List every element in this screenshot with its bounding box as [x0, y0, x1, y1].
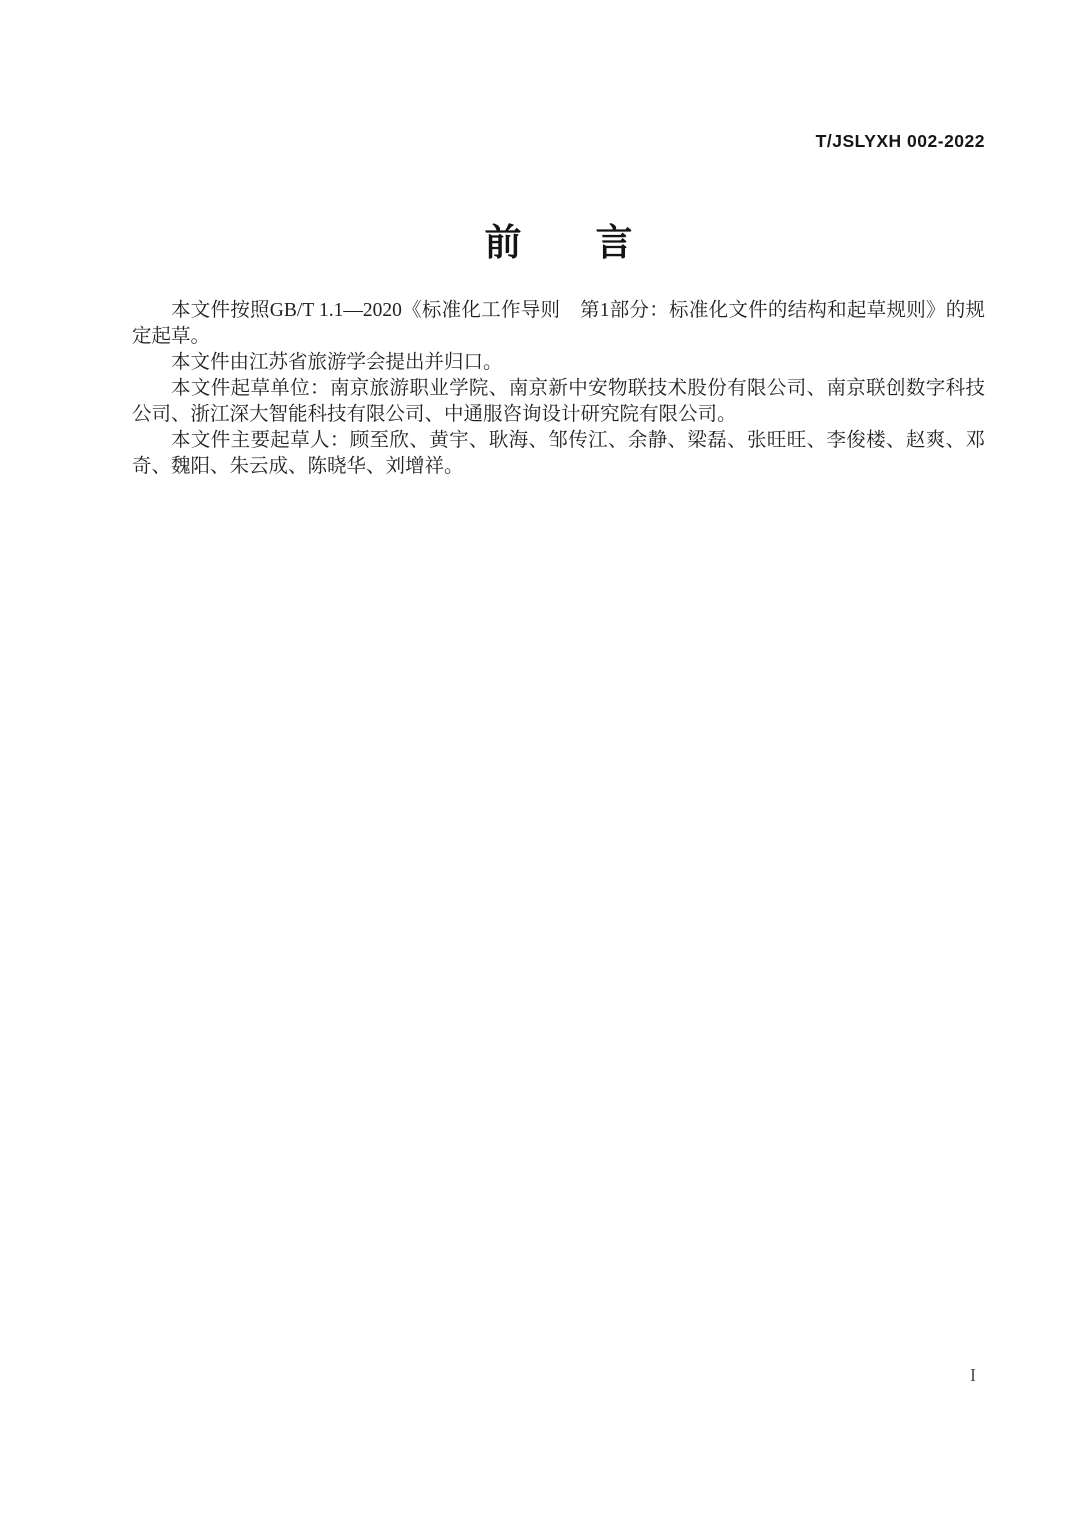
page-number: I: [970, 1365, 976, 1385]
page-content: [0, 0, 1080, 480]
paragraph-proposing-body: 本文件由江苏省旅游学会提出并归口。: [171, 351, 503, 373]
paragraph-drafting-basis: 本文件按照GB/T 1.1—2020《标准化工作导则 第1部分：标准化文件的结构和起草规则》的规定起草。: [132, 299, 985, 347]
foreword-body: [132, 298, 985, 480]
standard-code: T/JSLYXH 002-2022: [815, 131, 985, 151]
paragraph-main-drafters: 本文件主要起草人：顾至欣、黄宇、耿海、邹传江、余静、梁磊、张旺旺、李俊楼、赵爽、邓奇、魏阳、朱云成、陈晓华、刘增祥。: [132, 429, 985, 477]
paragraph-drafting-organizations: 本文件起草单位：南京旅游职业学院、南京新中安物联技术股份有限公司、南京联创数字科技公司、浙江深大智能科技有限公司、中通服咨询设计研究院有限公司。: [132, 377, 985, 425]
page-title: 前 言: [484, 222, 633, 263]
